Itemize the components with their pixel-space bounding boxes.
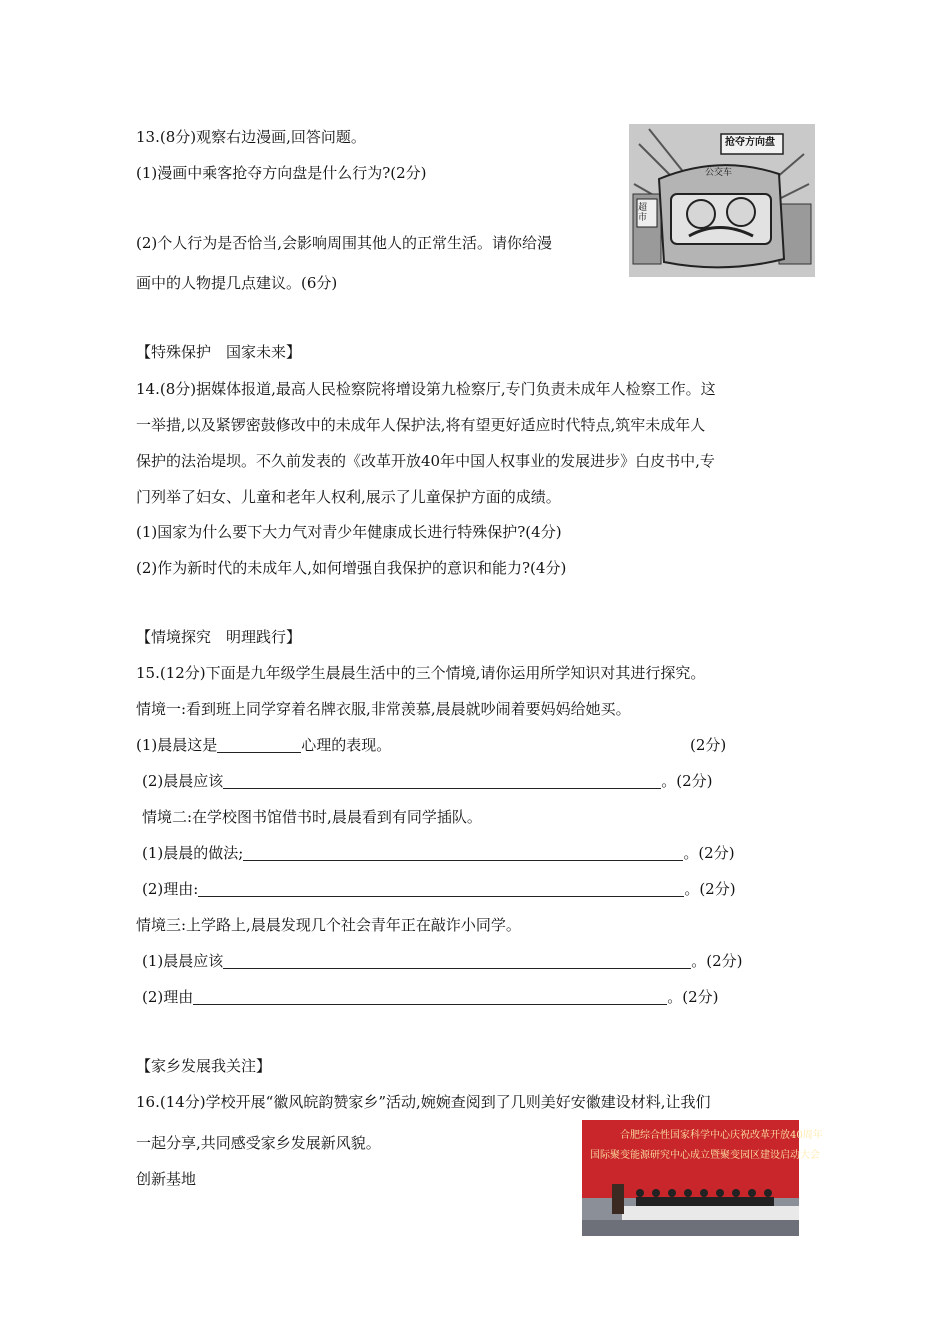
q15-s3-part2 bbox=[142, 987, 719, 1007]
q16-line2: 一起分享,共同感受家乡发展新风貌。 bbox=[136, 1134, 381, 1152]
section-heading-hometown: 【家乡发展我关注】 bbox=[136, 1057, 272, 1075]
q15-s2-part1-suffix: 。(2分) bbox=[683, 844, 735, 862]
section-heading-special-protection: 【特殊保护 国家未来】 bbox=[136, 343, 302, 361]
q15-s3-part1-prefix: (1)晨晨应该 bbox=[142, 952, 224, 970]
q14-part2: (2)作为新时代的未成年人,如何增强自我保护的意识和能力?(4分) bbox=[136, 559, 567, 577]
q15-s1-part1 bbox=[136, 735, 391, 755]
answer-blank[interactable] bbox=[223, 952, 691, 969]
q16-line1: 16.(14分)学校开展“徽风皖韵赞家乡”活动,婉婉查阅到了几则美好安徽建设材料,让我们 bbox=[136, 1093, 711, 1111]
q15-stem: 15.(12分)下面是九年级学生晨晨生活中的三个情境,请你运用所学知识对其进行探究。 bbox=[136, 664, 706, 682]
q15-s1-part1-suffix: 心理的表现。 bbox=[301, 736, 392, 754]
q15-s1-part2-prefix: (2)晨晨应该 bbox=[142, 772, 224, 790]
answer-blank[interactable] bbox=[217, 736, 301, 753]
q15-situation3: 情境三:上学路上,晨晨发现几个社会青年正在敲诈小同学。 bbox=[136, 916, 521, 934]
q15-s1-part2 bbox=[142, 771, 713, 791]
q15-s1-part1-prefix: (1)晨晨这是 bbox=[136, 736, 218, 754]
answer-blank[interactable] bbox=[193, 988, 667, 1005]
answer-blank[interactable] bbox=[223, 772, 661, 789]
q15-s2-part1-prefix: (1)晨晨的做法; bbox=[142, 844, 244, 862]
section-heading-situation-inquiry: 【情境探究 明理践行】 bbox=[136, 628, 302, 646]
q14-line3: 保护的法治堤坝。不久前发表的《改革开放40年中国人权事业的发展进步》白皮书中,专 bbox=[136, 452, 715, 470]
q13-part2-line1: (2)个人行为是否恰当,会影响周围其他人的正常生活。请你给漫 bbox=[136, 234, 553, 252]
q15-s3-part2-suffix: 。(2分) bbox=[667, 988, 719, 1006]
cartoon-image bbox=[629, 124, 815, 277]
q15-s2-part2-prefix: (2)理由: bbox=[142, 880, 199, 898]
photo-banner-line2: 国际聚变能源研究中心成立暨聚变园区建设启动大会 bbox=[590, 1150, 820, 1161]
q15-s3-part1-suffix: 。(2分) bbox=[691, 952, 743, 970]
ceremony-photo bbox=[582, 1120, 823, 1236]
q15-s1-part2-suffix: 。(2分) bbox=[661, 772, 713, 790]
q15-situation2: 情境二:在学校图书馆借书时,晨晨看到有同学插队。 bbox=[142, 808, 482, 826]
cartoon-sign-text: 抢夺方向盘 bbox=[725, 137, 775, 148]
q13-part1: (1)漫画中乘客抢夺方向盘是什么行为?(2分) bbox=[136, 164, 427, 182]
answer-blank[interactable] bbox=[243, 844, 683, 861]
q14-line4: 门列举了妇女、儿童和老年人权利,展示了儿童保护方面的成绩。 bbox=[136, 488, 561, 506]
q15-s1-part1-score: (2分) bbox=[690, 736, 727, 754]
answer-blank[interactable] bbox=[198, 880, 684, 897]
q15-s2-part2 bbox=[142, 879, 736, 899]
q15-s3-part1 bbox=[142, 951, 743, 971]
q14-line1: 14.(8分)据媒体报道,最高人民检察院将增设第九检察厅,专门负责未成年人检察工作。这 bbox=[136, 380, 716, 398]
photo-banner-line1: 合肥综合性国家科学中心庆祝改革开放40周年 bbox=[620, 1130, 823, 1141]
q15-situation1: 情境一:看到班上同学穿着名牌衣服,非常羡慕,晨晨就吵闹着要妈妈给她买。 bbox=[136, 700, 631, 718]
q15-s2-part2-suffix: 。(2分) bbox=[684, 880, 736, 898]
q16-line3: 创新基地 bbox=[136, 1170, 197, 1188]
cartoon-bus-label: 公交车 bbox=[705, 168, 733, 178]
q13-part2-line2: 画中的人物提几点建议。(6分) bbox=[136, 274, 338, 292]
cartoon-drawing bbox=[629, 124, 815, 277]
q14-line2: 一举措,以及紧锣密鼓修改中的未成年人保护法,将有望更好适应时代特点,筑牢未成年人 bbox=[136, 416, 706, 434]
cartoon-shop-sign: 超市 bbox=[638, 203, 648, 223]
q13-stem: 13.(8分)观察右边漫画,回答问题。 bbox=[136, 128, 366, 146]
q14-part1: (1)国家为什么要下大力气对青少年健康成长进行特殊保护?(4分) bbox=[136, 523, 562, 541]
q15-s3-part2-prefix: (2)理由 bbox=[142, 988, 194, 1006]
q15-s2-part1 bbox=[142, 843, 735, 863]
